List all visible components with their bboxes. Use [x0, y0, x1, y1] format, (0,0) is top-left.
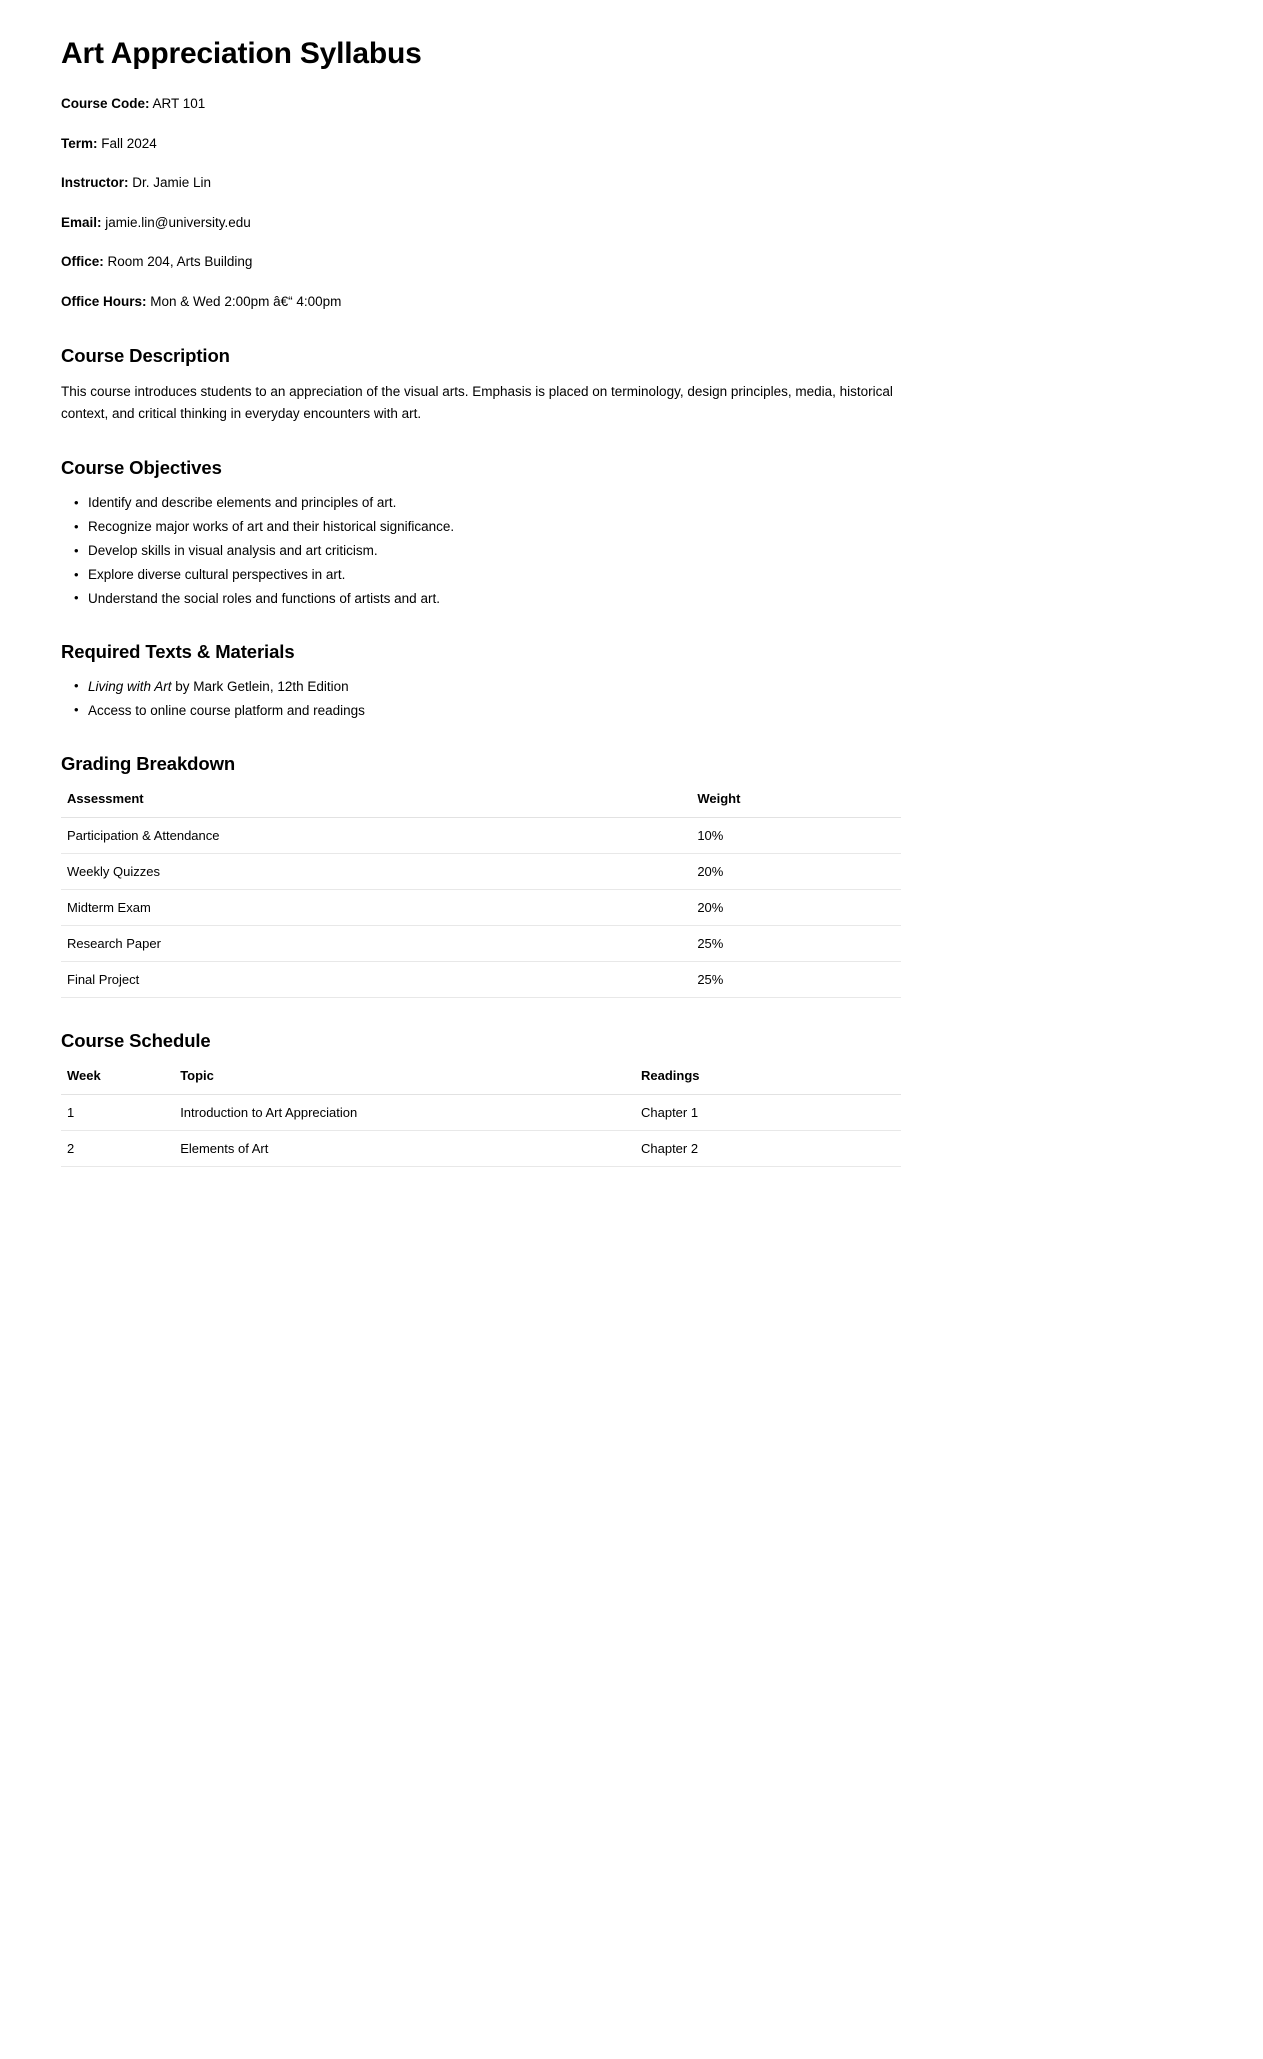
meta-row-office-hours — [61, 292, 1201, 312]
cell-week: 2 — [61, 1130, 174, 1166]
grading-table-block — [61, 789, 1201, 998]
course-metadata-block — [61, 94, 1201, 311]
meta-label-email: Email: — [61, 214, 102, 230]
meta-row-office — [61, 252, 1201, 272]
meta-label-course-code: Course Code: — [61, 96, 150, 111]
cell-assessment: Participation & Attendance — [61, 817, 691, 853]
cell-readings: Chapter 1 — [635, 1094, 901, 1130]
meta-label-instructor: Instructor: — [61, 175, 129, 191]
meta-value-course-code: ART 101 — [152, 96, 206, 111]
course-description-text: This course introduces students to an appreciation of the visual arts. Emphasis is placed on terminology, design principles, media, historical context, and critical thinking in everyday encounters with art. — [61, 384, 893, 422]
book-title: Living with Art — [88, 678, 172, 694]
table-row — [61, 817, 901, 853]
table-row — [61, 925, 901, 961]
material-details: Access to online course platform and readings — [88, 702, 365, 718]
column-header-topic: Topic — [174, 1066, 635, 1095]
cell-assessment: Midterm Exam — [61, 889, 691, 925]
meta-value-instructor: Dr. Jamie Lin — [132, 175, 212, 191]
cell-weight: 25% — [691, 925, 901, 961]
book-details: by Mark Getlein, 12th Edition — [171, 678, 349, 694]
cell-topic: Elements of Art — [174, 1130, 635, 1166]
course-objectives-list — [61, 493, 1201, 609]
column-header-assessment: Assessment — [61, 789, 691, 818]
cell-readings: Chapter 2 — [635, 1130, 901, 1166]
meta-value-term: Fall 2024 — [101, 135, 157, 151]
table-header — [61, 1066, 901, 1095]
meta-row-term — [61, 134, 1201, 154]
cell-weight: 20% — [691, 853, 901, 889]
meta-row-instructor — [61, 173, 1201, 193]
meta-value-office: Room 204, Arts Building — [107, 254, 253, 270]
cell-weight: 10% — [691, 817, 901, 853]
section-heading-course-schedule: Course Schedule — [61, 1029, 211, 1051]
cell-assessment: Research Paper — [61, 925, 691, 961]
list-item — [88, 701, 1201, 721]
table-header-row — [61, 1066, 901, 1095]
list-item: • Recognize major works of art and their historical significance. — [88, 517, 1201, 537]
table-header-row — [61, 789, 901, 818]
cell-topic: Introduction to Art Appreciation — [174, 1094, 635, 1130]
table-row — [61, 853, 901, 889]
cell-week: 1 — [61, 1094, 174, 1130]
meta-row-course-code — [61, 94, 1201, 114]
section-heading-course-description: Course Description — [61, 345, 230, 367]
course-schedule-table — [61, 1066, 901, 1167]
cell-weight: 25% — [691, 961, 901, 997]
section-heading-grading-breakdown: Grading Breakdown — [61, 752, 236, 774]
list-item — [88, 677, 1201, 697]
cell-weight: 20% — [691, 889, 901, 925]
cell-assessment: Final Project — [61, 961, 691, 997]
table-row — [61, 889, 901, 925]
list-item: • Understand the social roles and functions of artists and art. — [88, 589, 1201, 609]
column-header-week: Week — [61, 1066, 174, 1095]
meta-value-email: jamie.lin@university.edu — [105, 214, 251, 230]
list-item: • Identify and describe elements and principles of art. — [88, 493, 1201, 513]
column-header-weight: Weight — [691, 789, 901, 818]
grading-breakdown-table — [61, 789, 901, 998]
section-heading-course-objectives: Course Objectives — [61, 457, 222, 479]
page-title: Art Appreciation Syllabus — [61, 37, 422, 70]
meta-value-office-hours: Mon & Wed 2:00pm â€“ 4:00pm — [150, 293, 342, 309]
table-row — [61, 961, 901, 997]
meta-label-office: Office: — [61, 254, 104, 270]
meta-row-email — [61, 213, 1201, 233]
cell-assessment: Weekly Quizzes — [61, 853, 691, 889]
meta-label-office-hours: Office Hours: — [61, 293, 147, 309]
list-item: • Develop skills in visual analysis and art criticism. — [88, 541, 1201, 561]
column-header-readings: Readings — [635, 1066, 901, 1095]
schedule-table-block — [61, 1066, 1201, 1167]
table-body — [61, 1094, 901, 1166]
required-texts-list — [61, 677, 1201, 721]
list-item: • Explore diverse cultural perspectives in art. — [88, 565, 1201, 585]
table-header — [61, 789, 901, 818]
table-row — [61, 1130, 901, 1166]
section-heading-required-texts: Required Texts & Materials — [61, 640, 295, 662]
meta-label-term: Term: — [61, 135, 98, 151]
table-row — [61, 1094, 901, 1130]
table-body — [61, 817, 901, 997]
